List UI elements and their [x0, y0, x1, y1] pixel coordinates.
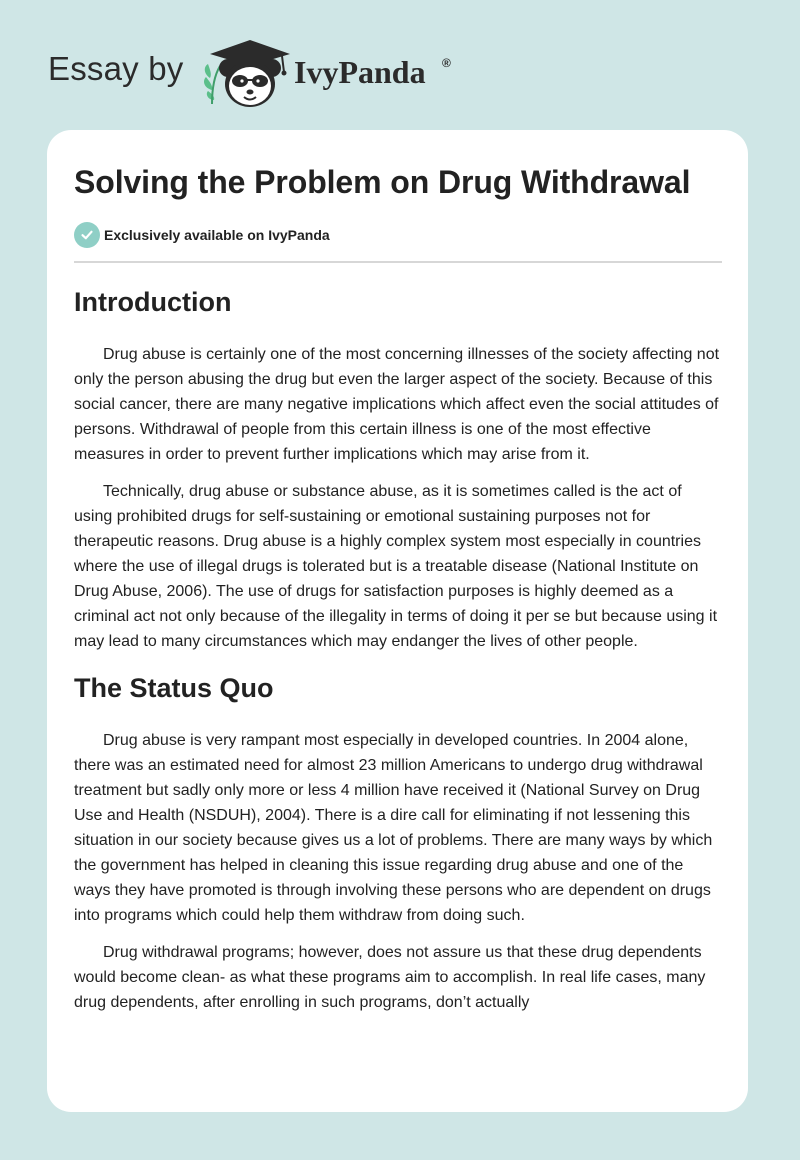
- section-heading: Introduction: [74, 287, 232, 317]
- section-introduction: [74, 280, 722, 654]
- exclusive-badge: [74, 222, 330, 248]
- exclusive-label: Exclusively available on IvyPanda: [104, 227, 330, 243]
- paragraph: Technically, drug abuse or substance abuse, as it is sometimes called is the act of using prohibited drugs for self-sustaining or emotional sustaining purposes not for therapeutic reasons. Drug abuse is a highly complex system most especially in countries where the use of illegal drugs is tolerated but is a treatable disease (National Institute on Drug Abuse, 2006). The use of drugs for satisfaction purposes is highly deemed as a criminal act not only because of the illegality in terms of doing it per se but because using it may lead to many circumstances which may endanger the lives of other people.: [74, 483, 718, 650]
- panda-graduate-icon: [200, 34, 292, 110]
- page-title: Solving the Problem on Drug Withdrawal: [74, 164, 691, 200]
- check-icon: [74, 222, 100, 248]
- paragraph: Drug abuse is very rampant most especially in developed countries. In 2004 alone, there was an estimated need for almost 23 million Americans to undergo drug withdrawal treatment but sadly only more or less 4 million have received it (National Survey on Drug Use and Health (NSDUH), 2004). There is a dire call for eliminating if not lessening this situation in our society because gives us a lot of problems. There are many ways by which the government has helped in cleaning this issue regarding drug abuse and one of the ways they have promoted is through involving these persons who are dependent on drugs into programs which could help them withdraw from doing such.: [74, 732, 713, 924]
- essay-card: [47, 130, 748, 1112]
- brand-header: [48, 34, 468, 110]
- section-status-quo: [74, 666, 722, 1015]
- essay-body: [74, 280, 722, 1027]
- brand-name: IvyPanda: [294, 54, 426, 90]
- brand-prefix: Essay by: [48, 50, 184, 87]
- paragraph: Drug withdrawal programs; however, does not assure us that these drug dependents would become clean- as what these programs aim to accomplish. In real life cases, many drug dependents, after enrolling in such programs, don’t actually: [74, 944, 706, 1011]
- paragraph: Drug abuse is certainly one of the most concerning illnesses of the society affecting not only the person abusing the drug but even the larger aspect of the society. Because of this social cancer, there are many negative implications which affect even the social attitudes of persons. Withdrawal of people from this certain illness is one of the most effective measures in order to prevent further implications which may arise from it.: [74, 346, 720, 463]
- title-divider: [74, 261, 722, 263]
- registered-mark: ®: [442, 56, 451, 70]
- section-heading: The Status Quo: [74, 673, 274, 703]
